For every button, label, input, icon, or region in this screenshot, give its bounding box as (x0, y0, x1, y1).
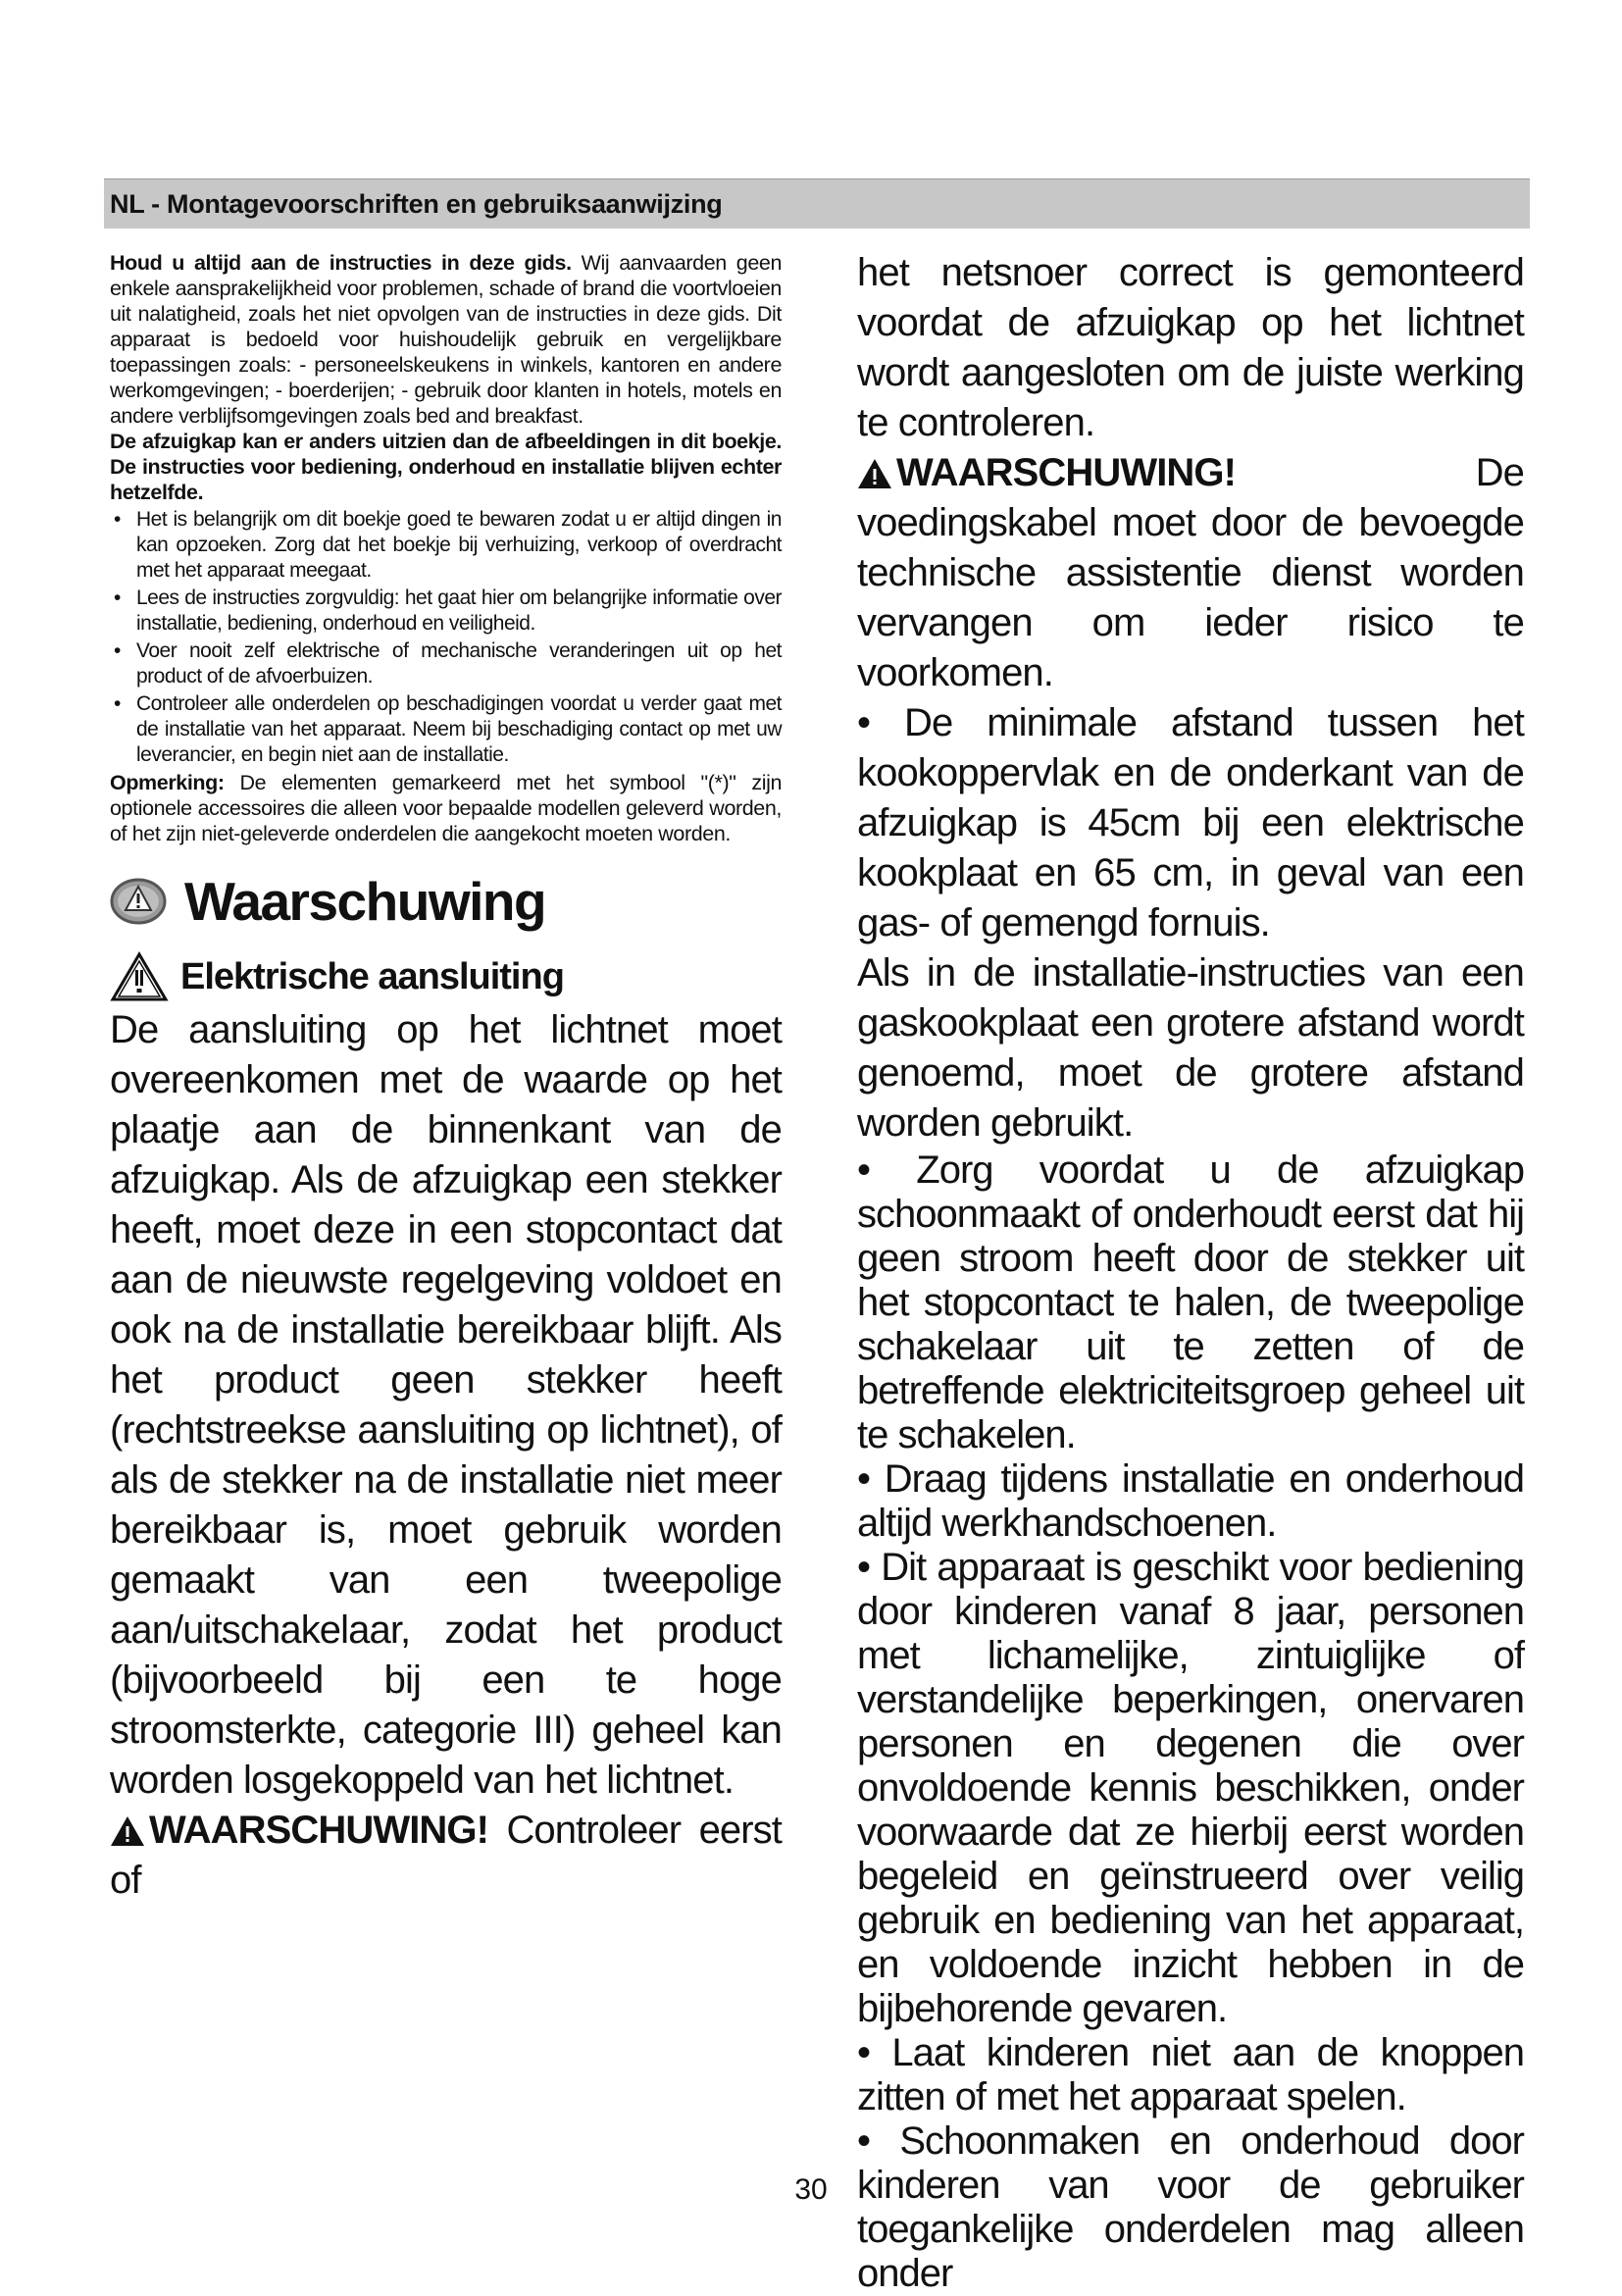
note-label: Opmerking: (110, 771, 225, 794)
right-column (857, 248, 1524, 2296)
warning-heading (110, 864, 782, 939)
warning-label-2: WAARSCHUWING! (896, 451, 1237, 494)
warning-triangle-icon (110, 951, 169, 1002)
list-item: • Draag tijdens installatie en onderhoud altijd werkhandschoenen. (857, 1457, 1524, 1545)
warning-title: Waarschuwing (184, 871, 546, 932)
warning-filled-icon (110, 1815, 145, 1847)
warning-filled-icon (857, 458, 892, 489)
note-text: De elementen gemarkeerd met het symbool "(*)" zijn optionele accessoires die alleen voor bepaalde modellen geleverd worden, of het zijn niet-geleverde onderdelen die aangekocht moeten worden. (110, 771, 783, 845)
list-item: • Voer nooit zelf elektrische of mechanische veranderingen uit op het product of de afvoerbuizen. (110, 638, 782, 689)
intro-bullet-list (110, 507, 782, 768)
electrical-warning (110, 1806, 782, 1906)
list-item: • Schoonmaken en onderhoud door kinderen van voor de gebruiker toegankelijke onderdelen mag alleen onder (857, 2119, 1524, 2295)
electrical-title: Elektrische aansluiting (180, 955, 564, 997)
cable-warning (857, 448, 1524, 698)
note-paragraph (110, 770, 782, 846)
left-column (110, 250, 782, 1906)
section-header (104, 179, 1530, 229)
cable-warning-text: De voedingskabel moet door de bevoegde technische assistentie dienst worden vervangen om ieder risico te voorkomen. (857, 451, 1524, 694)
warning-continuation: het netsnoer correct is gemonteerd voordat de afzuigkap op het lichtnet wordt aangesloten om de juiste werking te controleren. (857, 251, 1524, 444)
intro-bold-paragraph (110, 429, 782, 505)
intro-paragraph (110, 250, 782, 429)
intro-bold-2: De afzuigkap kan er anders uitzien dan de afbeeldingen in dit boekje. De instructies voor bediening, onderhoud en installatie blijven echter hetzelfde. (110, 430, 782, 504)
list-item: • Het is belangrijk om dit boekje goed te bewaren zodat u er altijd dingen in kan opzoeken. Zorg dat het boekje bij verhuizing, verkoop of overdracht met het apparaat meegaat. (110, 507, 782, 584)
electrical-heading (110, 948, 782, 1005)
page-number: 30 (794, 2173, 828, 2206)
list-item: • Laat kinderen niet aan de knoppen zitten of met het apparaat spelen. (857, 2031, 1524, 2118)
section-title: NL - Montagevoorschriften en gebruiksaanwijzing (110, 189, 723, 219)
warning-circle-icon (110, 878, 167, 925)
list-item: • Zorg voordat u de afzuigkap schoonmaakt of onderhoudt eerst dat hij geen stroom heeft door de stekker uit het stopcontact te halen, de tweepolige schakelaar uit te zetten of de betreffende elektriciteitsgroep geheel uit te schakelen. (857, 1148, 1524, 1456)
intro-text: Wij aanvaarden geen enkele aansprakelijkheid voor problemen, schade of brand die voortvloeien uit nalatigheid, zoals het niet opvolgen van de instructies in deze gids. Dit apparaat is bedoeld voor huishoudelijk gebruik en vergelijkbare toepassingen zoals: - personeelskeukens in winkels, kantoren en andere werkomgevingen; - boerderijen; - gebruik door klanten in hotels, motels en andere verblijfsomgevingen zoals bed and breakfast. (110, 251, 783, 428)
distance-paragraph-2: Als in de installatie-instructies van een gaskookplaat een grotere afstand wordt genoemd, moet de grotere afstand worden gebruikt. (857, 951, 1524, 1145)
list-item: • Lees de instructies zorgvuldig: het gaat hier om belangrijke informatie over installatie, bediening, onderhoud en veiligheid. (110, 586, 782, 637)
distance-paragraph: • De minimale afstand tussen het kookoppervlak en de onderkant van de afzuigkap is 45cm bij een elektrische kookplaat en 65 cm, in geval van een gas- of gemengd fornuis. (857, 701, 1524, 944)
list-item: • Dit apparaat is geschikt voor bediening door kinderen vanaf 8 jaar, personen met lichamelijke, zintuiglijke of verstandelijke beperkingen, onervaren personen en degenen die over onvoldoende kennis beschikken, onder voorwaarde dat ze hierbij eerst worden begeleid en geïnstrueerd over veilig gebruik en bediening van het apparaat, en voldoende inzicht hebben in de bijbehorende gevaren. (857, 1546, 1524, 2030)
electrical-paragraph: De aansluiting op het lichtnet moet overeenkomen met de waarde op het plaatje aan de binnenkant van de afzuigkap. Als de afzuigkap een stekker heeft, moet deze in een stopcontact dat aan de nieuwste regelgeving voldoet en ook na de installatie bereikbaar blijft. Als het product geen stekker heeft (rechtstreekse aansluiting op lichtnet), of als de stekker na de installatie niet meer bereikbaar is, moet gebruik worden gemaakt van een tweepolige aan/uitschakelaar, zodat het product (bijvoorbeeld bij een te hoge stroomsterkte, categorie III) geheel kan worden losgekoppeld van het lichtnet. (110, 1008, 782, 1802)
list-item: • Controleer alle onderdelen op beschadigingen voordat u verder gaat met de installatie van het apparaat. Neem bij beschadiging contact op met uw leverancier, en begin niet aan de installatie. (110, 691, 782, 768)
intro-bold: Houd u altijd aan de instructies in deze gids. (110, 251, 572, 275)
warning-text-left: Controleer eerst of (110, 1809, 782, 1902)
warning-label: WAARSCHUWING! (149, 1809, 489, 1852)
